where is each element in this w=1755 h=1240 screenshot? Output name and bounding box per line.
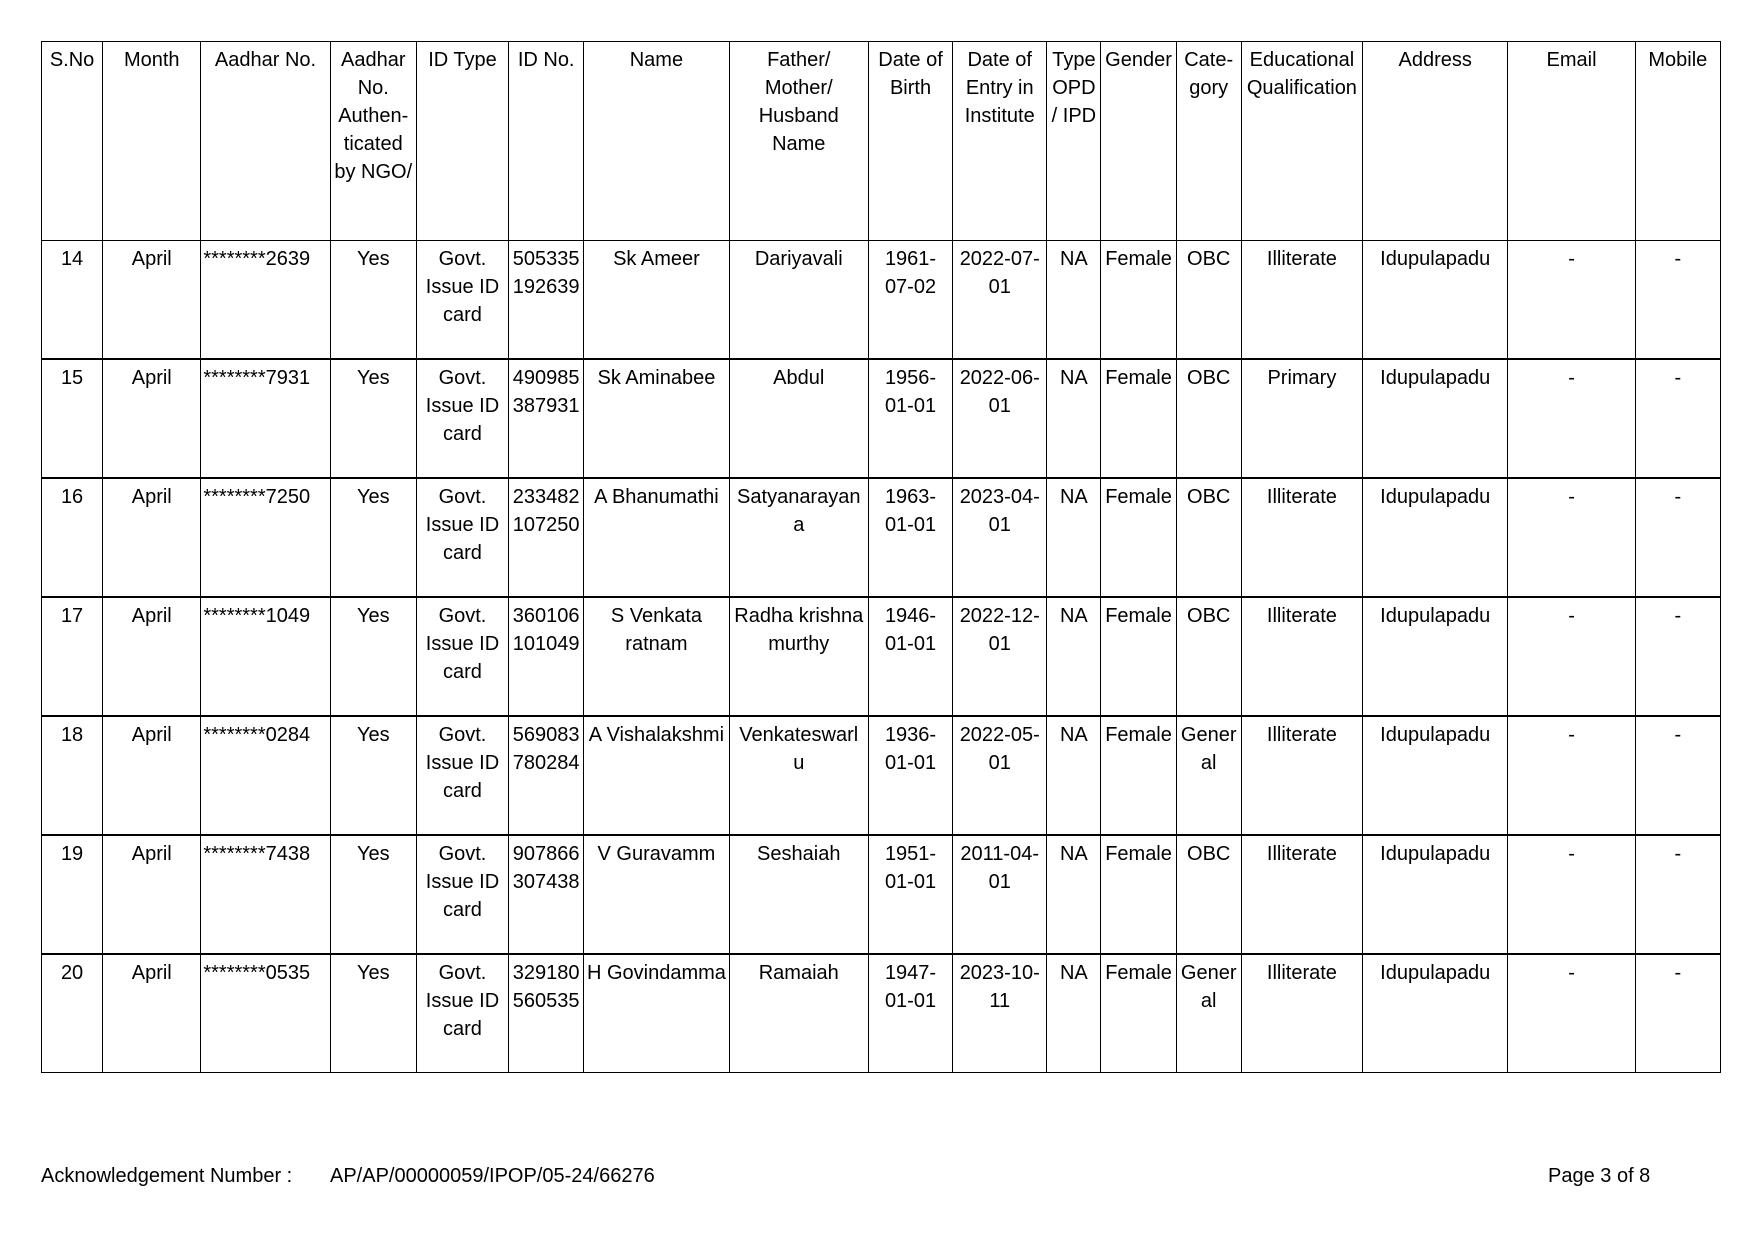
record-row (42, 241, 1721, 359)
table-cell: OBC (1176, 598, 1241, 716)
table-cell: 17 (42, 598, 103, 716)
table-cell: Gener al (1176, 955, 1241, 1073)
table-cell: April (103, 479, 201, 597)
record-row (42, 360, 1721, 478)
table-cell: 1947- 01-01 (868, 955, 952, 1073)
table-cell: 2011-04- 01 (953, 836, 1047, 954)
table-cell: H Govindamma (584, 955, 729, 1073)
acknowledgement (41, 1165, 655, 1188)
table-cell: 505335 192639 (509, 241, 584, 359)
record-row (42, 955, 1721, 1073)
table-cell: OBC (1176, 360, 1241, 478)
table-cell: April (103, 717, 201, 835)
table-cell: April (103, 360, 201, 478)
table-cell: Yes (330, 598, 416, 716)
table-cell: Illiterate (1241, 479, 1362, 597)
column-header: Email (1508, 42, 1635, 241)
table-cell: 16 (42, 479, 103, 597)
column-header: Month (103, 42, 201, 241)
table-cell: Seshaiah (729, 836, 868, 954)
header-row (42, 42, 1721, 241)
table-cell: Yes (330, 241, 416, 359)
table-cell: ********7931 (201, 360, 330, 478)
table-cell: Venkateswarl u (729, 717, 868, 835)
table-cell: - (1635, 836, 1720, 954)
column-header: Cate- gory (1176, 42, 1241, 241)
table-cell: ********7438 (201, 836, 330, 954)
table-cell: - (1635, 479, 1720, 597)
table-cell: OBC (1176, 479, 1241, 597)
table-cell: Yes (330, 360, 416, 478)
table-cell: 490985 387931 (509, 360, 584, 478)
table-cell: Female (1101, 241, 1176, 359)
table-cell: 2023-10- 11 (953, 955, 1047, 1073)
table-cell: - (1508, 360, 1635, 478)
table-cell: 1963- 01-01 (868, 479, 952, 597)
table-row (41, 240, 1721, 359)
table-cell: 569083 780284 (509, 717, 584, 835)
table-cell: 2022-12- 01 (953, 598, 1047, 716)
table-cell: 1956- 01-01 (868, 360, 952, 478)
table-cell: Illiterate (1241, 717, 1362, 835)
table-cell: Idupulapadu (1363, 360, 1508, 478)
table-cell: Govt. Issue ID card (416, 360, 508, 478)
table-cell: - (1508, 836, 1635, 954)
table-cell: Yes (330, 479, 416, 597)
column-header: Aadhar No. Authen- ticated by NGO/ (330, 42, 416, 241)
table-cell: April (103, 598, 201, 716)
table-cell: Govt. Issue ID card (416, 717, 508, 835)
table-header (41, 41, 1721, 241)
column-header: S.No (42, 42, 103, 241)
table-row (41, 597, 1721, 716)
table-cell: NA (1047, 598, 1101, 716)
table-cell: 2022-05- 01 (953, 717, 1047, 835)
table-cell: Illiterate (1241, 836, 1362, 954)
table-cell: 18 (42, 717, 103, 835)
table-cell: 233482 107250 (509, 479, 584, 597)
table-row (41, 835, 1721, 954)
table-cell: Idupulapadu (1363, 836, 1508, 954)
table-cell: 1951- 01-01 (868, 836, 952, 954)
column-header: Type OPD / IPD (1047, 42, 1101, 241)
table-cell: Female (1101, 717, 1176, 835)
column-header: Educational Qualification (1241, 42, 1362, 241)
acknowledgement-number: AP/AP/00000059/IPOP/05-24/66276 (330, 1165, 655, 1187)
table-cell: Ramaiah (729, 955, 868, 1073)
table-cell: NA (1047, 360, 1101, 478)
column-header: ID Type (416, 42, 508, 241)
table-row (41, 716, 1721, 835)
table-cell: Idupulapadu (1363, 717, 1508, 835)
table-cell: Idupulapadu (1363, 955, 1508, 1073)
table-cell: ********7250 (201, 479, 330, 597)
column-header: Father/ Mother/ Husband Name (729, 42, 868, 241)
table-row (41, 478, 1721, 597)
table-cell: Yes (330, 836, 416, 954)
table-cell: 1936- 01-01 (868, 717, 952, 835)
table-cell: Govt. Issue ID card (416, 836, 508, 954)
table-cell: - (1635, 955, 1720, 1073)
record-row (42, 598, 1721, 716)
table-cell: NA (1047, 836, 1101, 954)
column-header: Date of Birth (868, 42, 952, 241)
page-number: Page 3 of 8 (1548, 1165, 1651, 1187)
record-row (42, 479, 1721, 597)
table-cell: Female (1101, 836, 1176, 954)
table-cell: - (1635, 717, 1720, 835)
table-cell: Govt. Issue ID card (416, 479, 508, 597)
table-cell: - (1508, 717, 1635, 835)
column-header: Name (584, 42, 729, 241)
table-cell: ********2639 (201, 241, 330, 359)
table-cell: Illiterate (1241, 241, 1362, 359)
table-cell: Female (1101, 955, 1176, 1073)
table-cell: Female (1101, 598, 1176, 716)
table-cell: Idupulapadu (1363, 479, 1508, 597)
table-cell: OBC (1176, 836, 1241, 954)
table-cell: Abdul (729, 360, 868, 478)
table-cell: April (103, 836, 201, 954)
table-cell: Radha krishna murthy (729, 598, 868, 716)
table-cell: 15 (42, 360, 103, 478)
table-cell: ********1049 (201, 598, 330, 716)
table-cell: Sk Aminabee (584, 360, 729, 478)
table-cell: Illiterate (1241, 955, 1362, 1073)
column-header: Date of Entry in Institute (953, 42, 1047, 241)
record-row (42, 836, 1721, 954)
table-cell: - (1508, 598, 1635, 716)
table-cell: 329180 560535 (509, 955, 584, 1073)
table-cell: 20 (42, 955, 103, 1073)
table-cell: NA (1047, 955, 1101, 1073)
table-cell: - (1635, 241, 1720, 359)
table-cell: Gener al (1176, 717, 1241, 835)
table-cell: - (1635, 360, 1720, 478)
table-cell: Dariyavali (729, 241, 868, 359)
table-cell: Sk Ameer (584, 241, 729, 359)
table-row (41, 954, 1721, 1073)
table-cell: ********0535 (201, 955, 330, 1073)
table-cell: 14 (42, 241, 103, 359)
column-header: Address (1363, 42, 1508, 241)
table-cell: 2023-04- 01 (953, 479, 1047, 597)
record-row (42, 717, 1721, 835)
table-cell: A Vishalakshmi (584, 717, 729, 835)
table-cell: Govt. Issue ID card (416, 955, 508, 1073)
table-cell: NA (1047, 717, 1101, 835)
table-cell: - (1508, 479, 1635, 597)
table-cell: S Venkata ratnam (584, 598, 729, 716)
table-cell: Idupulapadu (1363, 598, 1508, 716)
table-cell: Yes (330, 717, 416, 835)
table-cell: Govt. Issue ID card (416, 241, 508, 359)
acknowledgement-label: Acknowledgement Number : (41, 1165, 293, 1187)
column-header: Mobile (1635, 42, 1720, 241)
table-cell: 907866 307438 (509, 836, 584, 954)
table-cell: Female (1101, 360, 1176, 478)
table-cell: 1946- 01-01 (868, 598, 952, 716)
table-cell: - (1635, 598, 1720, 716)
table-cell: Satyanarayan a (729, 479, 868, 597)
table-row (41, 359, 1721, 478)
table-cell: - (1508, 955, 1635, 1073)
table-cell: 360106 101049 (509, 598, 584, 716)
table-cell: 19 (42, 836, 103, 954)
table-cell: 2022-07- 01 (953, 241, 1047, 359)
table-cell: April (103, 241, 201, 359)
table-cell: Idupulapadu (1363, 241, 1508, 359)
table-cell: Illiterate (1241, 598, 1362, 716)
table-cell: ********0284 (201, 717, 330, 835)
table-cell: A Bhanumathi (584, 479, 729, 597)
table-cell: NA (1047, 479, 1101, 597)
column-header: ID No. (509, 42, 584, 241)
table-cell: V Guravamm (584, 836, 729, 954)
table-cell: Female (1101, 479, 1176, 597)
table-cell: Govt. Issue ID card (416, 598, 508, 716)
table-cell: NA (1047, 241, 1101, 359)
table-cell: 1961- 07-02 (868, 241, 952, 359)
column-header: Aadhar No. (201, 42, 330, 241)
table-cell: 2022-06- 01 (953, 360, 1047, 478)
table-cell: Primary (1241, 360, 1362, 478)
table-cell: April (103, 955, 201, 1073)
table-cell: OBC (1176, 241, 1241, 359)
table-cell: Yes (330, 955, 416, 1073)
column-header: Gender (1101, 42, 1176, 241)
table-cell: - (1508, 241, 1635, 359)
